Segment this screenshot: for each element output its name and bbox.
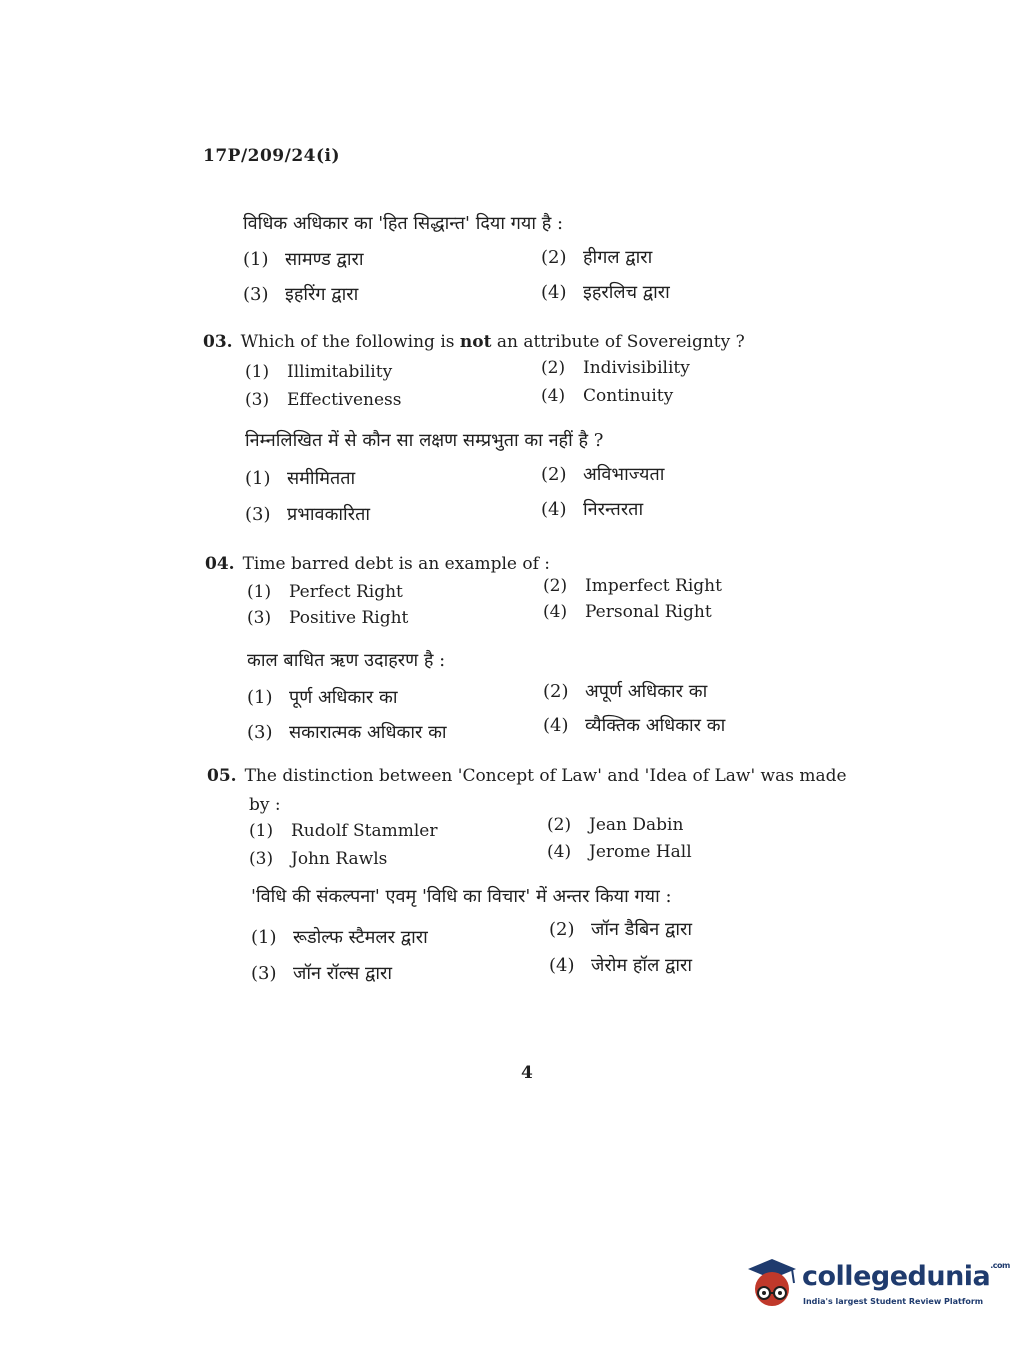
q02-hindi-option-2: (2) हीगल द्वारा	[541, 247, 653, 268]
q04-hindi-option-1: (1) पूर्ण अधिकार का	[247, 687, 398, 708]
q05-hindi-option-3: (3) जॉन रॉल्स द्वारा	[251, 963, 393, 984]
q05-hindi-text: 'विधि की संकल्पना' एवमृ 'विधि का विचार' में अन्तर किया गया :	[251, 886, 672, 907]
q05-option-1: (1) Rudolf Stammler	[249, 821, 438, 841]
q03-hindi-option-4: (4) निरन्तरता	[541, 499, 644, 520]
q03-hindi-text: निम्नलिखित में से कौन सा लक्षण सम्प्रभुता का नहीं है ?	[245, 430, 604, 451]
page-number: 4	[521, 1063, 533, 1083]
q05-hindi-option-2: (2) जॉन डैबिन द्वारा	[549, 919, 693, 940]
q02-hindi-option-4: (4) इहरलिच द्वारा	[541, 282, 670, 303]
q03-option-3: (3) Effectiveness	[245, 390, 402, 410]
q04-option-4: (4) Personal Right	[543, 602, 712, 622]
q03-hindi-option-3: (3) प्रभावकारिता	[245, 504, 370, 525]
q03-hindi-option-2: (2) अविभाज्यता	[541, 464, 665, 485]
q05-option-2: (2) Jean Dabin	[547, 815, 684, 835]
q03-hindi-option-1: (1) समीमितता	[245, 468, 356, 489]
q05-text-line1: 05. The distinction between 'Concept of Law' and 'Idea of Law' was made	[207, 766, 847, 786]
brand-tagline: India's largest Student Review Platform	[803, 1297, 984, 1306]
q04-hindi-text: काल बाधित ऋण उदाहरण है :	[247, 650, 446, 671]
q04-hindi-option-2: (2) अपूर्ण अधिकार का	[543, 681, 708, 702]
q05-option-4: (4) Jerome Hall	[547, 842, 692, 862]
q04-option-1: (1) Perfect Right	[247, 582, 403, 602]
q03-option-1: (1) Illimitability	[245, 362, 393, 382]
q05-text-line2: by :	[249, 795, 281, 815]
q03-option-4: (4) Continuity	[541, 386, 674, 406]
q02-hindi-option-1: (1) सामण्ड द्वारा	[243, 249, 364, 270]
q05-option-3: (3) John Rawls	[249, 849, 388, 869]
mascot-icon	[742, 1253, 800, 1315]
q04-text: 04. Time barred debt is an example of :	[205, 554, 551, 574]
q04-hindi-option-3: (3) सकारात्मक अधिकार का	[247, 722, 447, 743]
q05-hindi-option-1: (1) रूडोल्फ स्टैमलर द्वारा	[251, 927, 428, 948]
q03-option-2: (2) Indivisibility	[541, 358, 690, 378]
paper-code: 17P/209/24(i)	[203, 146, 341, 166]
collegedunia-logo	[742, 1253, 1010, 1315]
q04-option-3: (3) Positive Right	[247, 608, 409, 628]
brand-name: collegedunia$^{.com}$	[802, 1261, 1010, 1292]
q04-option-2: (2) Imperfect Right	[543, 576, 722, 596]
q02-hindi-text: विधिक अधिकार का 'हित सिद्धान्त' दिया गया है :	[243, 213, 564, 234]
q05-hindi-option-4: (4) जेरोम हॉल द्वारा	[549, 955, 693, 976]
q03-text: 03. Which of the following is not an attribute of Sovereignty ?	[203, 332, 745, 352]
q04-hindi-option-4: (4) व्यैक्तिक अधिकार का	[543, 715, 726, 736]
q02-hindi-option-3: (3) इहरिंग द्वारा	[243, 284, 359, 305]
